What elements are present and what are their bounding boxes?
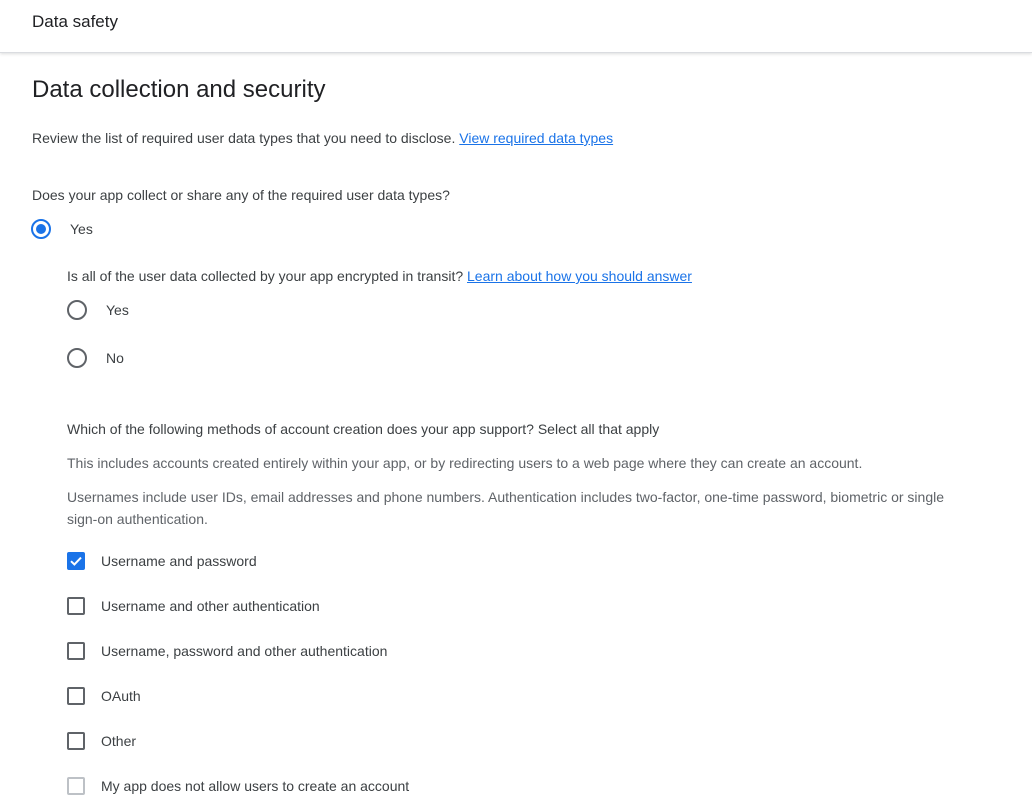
top-bar	[0, 0, 1032, 53]
check-icon	[69, 554, 83, 568]
checkbox-label: My app does not allow users to create an account	[101, 778, 410, 794]
checkbox-username-password[interactable]	[67, 552, 85, 570]
checkbox-label: OAuth	[101, 688, 141, 704]
checkbox-option-username-password-other-auth[interactable]	[67, 642, 387, 660]
checkbox-option-other[interactable]	[67, 732, 136, 750]
checkbox-username-password-other-auth[interactable]	[67, 642, 85, 660]
checkbox-option-username-other-auth[interactable]	[67, 597, 320, 615]
checkbox-username-other-auth[interactable]	[67, 597, 85, 615]
collect-yes-radio-option[interactable]	[31, 219, 93, 239]
account-help-text-2: Usernames include user IDs, email addresses and phone numbers. Authentication includes two-factor, one-time password, biometric or single sign-on authentication.	[67, 489, 944, 527]
collect-yes-radio[interactable]	[31, 219, 51, 239]
account-help-text-1: This includes accounts created entirely within your app, or by redirecting users to a web page where they can create an account.	[67, 455, 863, 471]
section-title: Data collection and security	[32, 76, 326, 103]
checkbox-other[interactable]	[67, 732, 85, 750]
checkbox-oauth[interactable]	[67, 687, 85, 705]
learn-how-to-answer-link[interactable]: Learn about how you should answer	[467, 268, 692, 284]
collect-question: Does your app collect or share any of the required user data types?	[32, 187, 450, 203]
radio-selected-dot	[36, 224, 46, 234]
account-question: Which of the following methods of account creation does your app support? Select all that apply	[67, 421, 660, 437]
checkbox-label: Username and password	[101, 553, 257, 569]
encryption-no-radio[interactable]	[67, 348, 87, 368]
checkbox-label: Username, password and other authentication	[101, 643, 388, 659]
encryption-question	[67, 268, 692, 284]
encryption-yes-radio[interactable]	[67, 300, 87, 320]
intro-text	[32, 130, 613, 146]
encryption-no-label: No	[106, 350, 124, 366]
page-header-title: Data safety	[32, 12, 118, 31]
encryption-no-radio-option[interactable]	[67, 348, 124, 368]
encryption-yes-radio-option[interactable]	[67, 300, 129, 320]
checkbox-option-oauth[interactable]	[67, 687, 141, 705]
checkbox-option-username-password[interactable]	[67, 552, 257, 570]
view-required-data-types-link[interactable]: View required data types	[459, 130, 614, 146]
checkbox-label: Other	[101, 733, 137, 749]
collect-yes-label: Yes	[70, 221, 93, 237]
encryption-question-text: Is all of the user data collected by your app encrypted in transit?	[67, 268, 464, 284]
encryption-yes-label: Yes	[106, 302, 129, 318]
intro-text-body: Review the list of required user data types that you need to disclose.	[32, 130, 456, 146]
checkbox-label: Username and other authentication	[101, 598, 320, 614]
checkbox-option-no-account[interactable]	[67, 777, 409, 795]
checkbox-no-account[interactable]	[67, 777, 85, 795]
